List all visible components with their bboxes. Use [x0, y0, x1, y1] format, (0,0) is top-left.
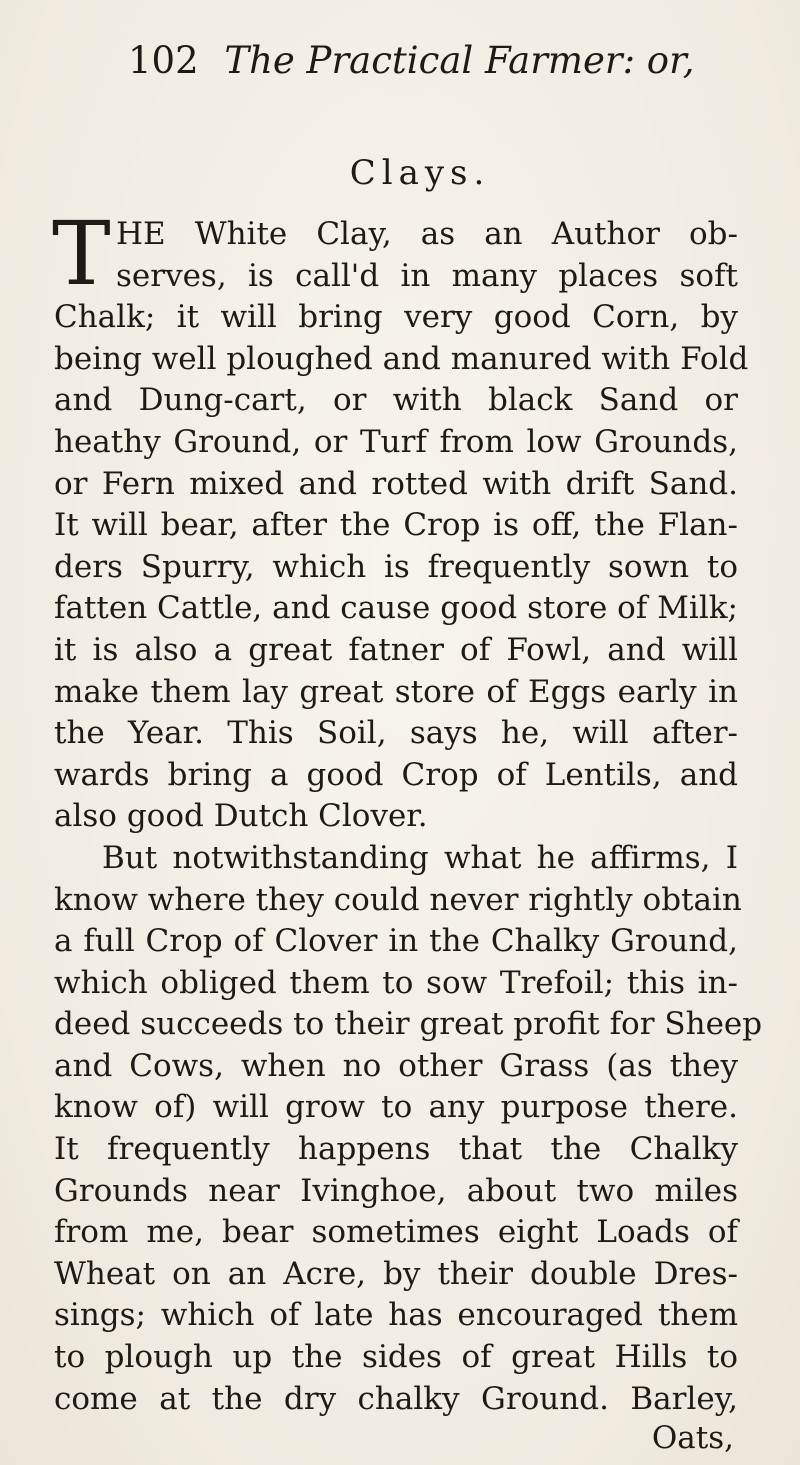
text-line: It frequently happens that the Chalky: [54, 1131, 738, 1168]
body-text: [54, 214, 763, 1420]
catchword: Oats,: [651, 1420, 734, 1456]
text-line: the Year. This Soil, says he, will after-: [54, 715, 738, 752]
text-line: Grounds near Ivinghoe, about two miles: [54, 1172, 738, 1209]
text-line: serves, is call'd in many places soft: [116, 257, 738, 294]
text-line: But notwithstanding what he affirms, I: [102, 839, 738, 876]
running-title: The Practical Farmer: or,: [224, 39, 695, 82]
text-line: a full Crop of Clover in the Chalky Ground,: [54, 923, 738, 960]
running-head: [128, 39, 695, 82]
text-line: fatten Cattle, and cause good store of Milk;: [54, 590, 738, 627]
text-line: make them lay great store of Eggs early in: [54, 673, 738, 710]
text-line: wards bring a good Crop of Lentils, and: [54, 756, 738, 793]
text-line: and Dung-cart, or with black Sand or: [54, 382, 738, 419]
drop-cap: T: [52, 202, 111, 305]
text-line: and Cows, when no other Grass (as they: [54, 1047, 738, 1084]
text-line: which obliged them to sow Trefoil; this in-: [54, 964, 738, 1001]
text-line: deed succeeds to their great profit for Sheep: [54, 1006, 763, 1043]
text-line: come at the dry chalky Ground. Barley,: [54, 1380, 738, 1417]
text-line: heathy Ground, or Turf from low Grounds,: [54, 423, 738, 460]
page-number: 102: [128, 39, 199, 82]
text-line: Chalk; it will bring very good Corn, by: [54, 299, 738, 336]
text-line: to plough up the sides of great Hills to: [54, 1339, 738, 1376]
section-heading: Clays.: [349, 153, 491, 193]
text-line: also good Dutch Clover.: [54, 798, 428, 835]
text-line: sings; which of late has encouraged them: [54, 1297, 738, 1334]
text-line: know of) will grow to any purpose there.: [54, 1089, 738, 1126]
text-line: ders Spurry, which is frequently sown to: [54, 548, 738, 585]
text-line: or Fern mixed and rotted with drift Sand.: [54, 465, 738, 502]
text-line: know where they could never rightly obtain: [54, 881, 742, 918]
text-line: It will bear, after the Crop is off, the Flan-: [54, 507, 738, 544]
text-line: from me, bear sometimes eight Loads of: [54, 1214, 738, 1251]
text-line: it is also a great fatner of Fowl, and will: [54, 631, 738, 668]
text-line: Wheat on an Acre, by their double Dres-: [54, 1255, 738, 1292]
text-line: HE White Clay, as an Author ob-: [116, 216, 738, 252]
text-line: being well ploughed and manured with Fold: [54, 340, 749, 377]
